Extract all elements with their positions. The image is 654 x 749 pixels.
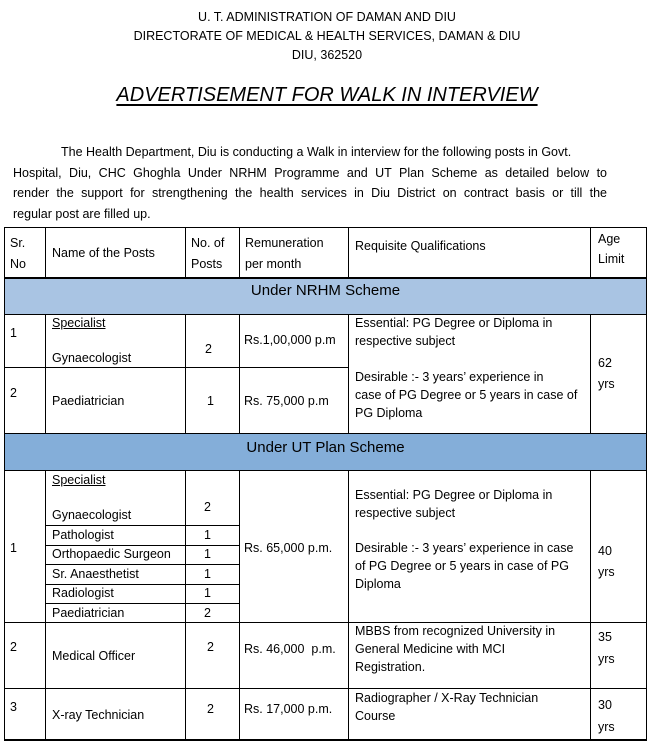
table-border	[45, 314, 46, 434]
ut-row-2-sr: 2	[10, 640, 17, 654]
ut-post-name-3: Orthopaedic Surgeon	[52, 547, 171, 561]
ut-row-2-qual-2: General Medicine with MCI	[355, 642, 506, 656]
ut-post-name-6: Paediatrician	[52, 606, 125, 620]
table-border	[4, 433, 647, 434]
intro-line-4: regular post are filled up.	[13, 206, 151, 221]
ut-row-1-remuneration: Rs. 65,000 p.m.	[244, 541, 333, 555]
ut-row-2-name: Medical Officer	[52, 649, 136, 663]
table-border	[4, 739, 647, 741]
ut-row-2-qual-1: MBBS from recognized University in	[355, 624, 556, 638]
header-posts-line-1: No. of	[191, 236, 225, 250]
intro-line-2: Hospital, Diu, CHC Ghoghla Under NRHM Programme and UT Plan Scheme as detailed below to	[13, 165, 607, 180]
ut-post-name-5: Radiologist	[52, 586, 114, 600]
ut-post-count-2: 1	[204, 528, 211, 542]
table-border	[348, 470, 349, 740]
ut-row-3-sr: 3	[10, 700, 17, 714]
header-age-limit	[598, 229, 624, 269]
nrhm-row-1-group: Specialist	[52, 316, 106, 330]
nrhm-age-unit: yrs	[598, 377, 615, 391]
nrhm-qualifications	[355, 314, 577, 422]
nrhm-qual-essential-1: Essential: PG Degree or Diploma in	[355, 316, 553, 330]
table-border	[4, 277, 647, 279]
ut-row-1-age-value: 40	[598, 544, 612, 558]
header-posts-line-2: Posts	[191, 257, 223, 271]
table-border	[348, 227, 349, 278]
table-border	[646, 227, 647, 741]
header-rem-line-1: Remuneration	[245, 236, 324, 250]
ut-row-3-qualifications	[355, 689, 538, 725]
nrhm-row-1-sr: 1	[10, 326, 17, 340]
intro-line-1-text: The Health Department, Diu is conducting a Walk in interview for the following posts in Govt.	[61, 145, 572, 159]
ut-row-3-age-limit	[598, 694, 615, 738]
ut-row-3-age-value: 30	[598, 698, 612, 712]
table-border	[185, 314, 186, 434]
ut-row-1-age-limit	[598, 541, 615, 583]
header-no-of-posts	[191, 233, 224, 275]
ut-row-3-name: X-ray Technician	[52, 708, 145, 722]
nrhm-row-1-name: Gynaecologist	[52, 351, 132, 365]
ut-post-count-3: 1	[204, 547, 211, 561]
ut-row-3-posts: 2	[207, 702, 214, 716]
table-border	[4, 688, 647, 689]
table-border	[590, 314, 591, 434]
ut-row-2-qual-3: Registration.	[355, 660, 426, 674]
intro-paragraph	[13, 142, 607, 224]
page-title-text: ADVERTISEMENT FOR WALK IN INTERVIEW	[116, 84, 538, 106]
table-border	[4, 367, 348, 368]
ut-post-name-4: Sr. Anaesthetist	[52, 567, 139, 581]
ut-qual-desirable-2: of PG Degree or 5 years in case of PG	[355, 559, 569, 573]
nrhm-qual-desirable-2: case of PG Degree or 5 years in case of	[355, 388, 578, 402]
header-name: Name of the Posts	[52, 246, 155, 260]
ut-post-count-6: 2	[204, 606, 211, 620]
table-border	[4, 227, 5, 741]
table-border	[239, 470, 240, 740]
ut-post-name-2: Pathologist	[52, 528, 114, 542]
nrhm-scheme-label: Under NRHM Scheme	[250, 282, 401, 299]
ut-row-1-sr: 1	[10, 541, 17, 555]
intro-line-3: render the support for strengthening the health services in Diu District on contract basis or till the	[13, 186, 607, 200]
ut-qual-desirable-3: Diploma	[355, 577, 401, 591]
table-border	[185, 227, 186, 278]
header-rem-line-2: per month	[245, 257, 302, 271]
nrhm-qual-essential-2: respective subject	[355, 334, 456, 348]
nrhm-scheme-band	[4, 278, 647, 314]
ut-row-2-age-limit	[598, 626, 615, 670]
ut-row-2-remuneration: Rs. 46,000 p.m.	[244, 642, 336, 656]
ut-post-count-5: 1	[204, 586, 211, 600]
ut-qual-essential-2: respective subject	[355, 506, 456, 520]
table-border	[185, 470, 186, 740]
header-age-line-1: Age	[598, 232, 621, 246]
ut-row-2-age-unit: yrs	[598, 652, 615, 666]
table-border	[45, 227, 46, 278]
ut-row-3-qual-1: Radiographer / X-Ray Technician	[355, 691, 539, 705]
header-line-2: DIRECTORATE OF MEDICAL & HEALTH SERVICES, DAMAN & DIU	[133, 29, 521, 43]
nrhm-row-2-posts: 1	[207, 394, 214, 408]
nrhm-qual-desirable-3: PG Diploma	[355, 406, 423, 420]
table-border	[239, 314, 240, 434]
nrhm-row-2-remuneration: Rs. 75,000 p.m	[244, 394, 329, 408]
header-sr-no	[10, 233, 26, 275]
nrhm-age-value: 62	[598, 356, 612, 370]
nrhm-row-1-remuneration: Rs.1,00,000 p.m	[244, 333, 336, 347]
table-border	[348, 314, 349, 434]
ut-post-count-1: 2	[204, 500, 211, 514]
intro-line-1	[13, 142, 607, 163]
ut-row-3-qual-2: Course	[355, 709, 396, 723]
ut-post-count-4: 1	[204, 567, 211, 581]
nrhm-qual-desirable-1: Desirable :- 3 years’ experience in	[355, 370, 544, 384]
header-sr-line-1: Sr.	[10, 236, 26, 250]
ut-post-name-1: Gynaecologist	[52, 508, 132, 522]
nrhm-age-limit	[598, 353, 615, 395]
header-qualifications: Requisite Qualifications	[355, 239, 486, 253]
header-age-line-2: Limit	[598, 252, 625, 266]
table-border	[45, 470, 46, 740]
nrhm-row-2-sr: 2	[10, 386, 17, 400]
page-title	[0, 84, 654, 107]
ut-row-2-posts: 2	[207, 640, 214, 654]
table-border	[4, 227, 647, 228]
ut-qual-essential-1: Essential: PG Degree or Diploma in	[355, 488, 553, 502]
header-line-3: DIU, 362520	[291, 48, 363, 62]
nrhm-row-2-name: Paediatrician	[52, 394, 125, 408]
ut-row-2-qualifications	[355, 622, 555, 676]
table-border	[590, 227, 591, 278]
header-remuneration	[245, 233, 324, 275]
header-line-1: U. T. ADMINISTRATION OF DAMAN AND DIU	[198, 10, 456, 24]
nrhm-row-1-posts: 2	[205, 342, 212, 356]
ut-row-3-remuneration: Rs. 17,000 p.m.	[244, 702, 333, 716]
header-sr-line-2: No	[10, 257, 26, 271]
ut-row-2-age-value: 35	[598, 630, 612, 644]
ut-row-1-age-unit: yrs	[598, 565, 615, 579]
ut-scheme-band	[4, 434, 647, 470]
table-border	[590, 470, 591, 740]
ut-row-3-age-unit: yrs	[598, 720, 615, 734]
table-border	[239, 227, 240, 278]
ut-qual-desirable-1: Desirable :- 3 years’ experience in case	[355, 541, 574, 555]
ut-row-1-group: Specialist	[52, 473, 106, 487]
ut-row-1-qualifications	[355, 486, 573, 593]
ut-scheme-label: Under UT Plan Scheme	[246, 439, 405, 456]
